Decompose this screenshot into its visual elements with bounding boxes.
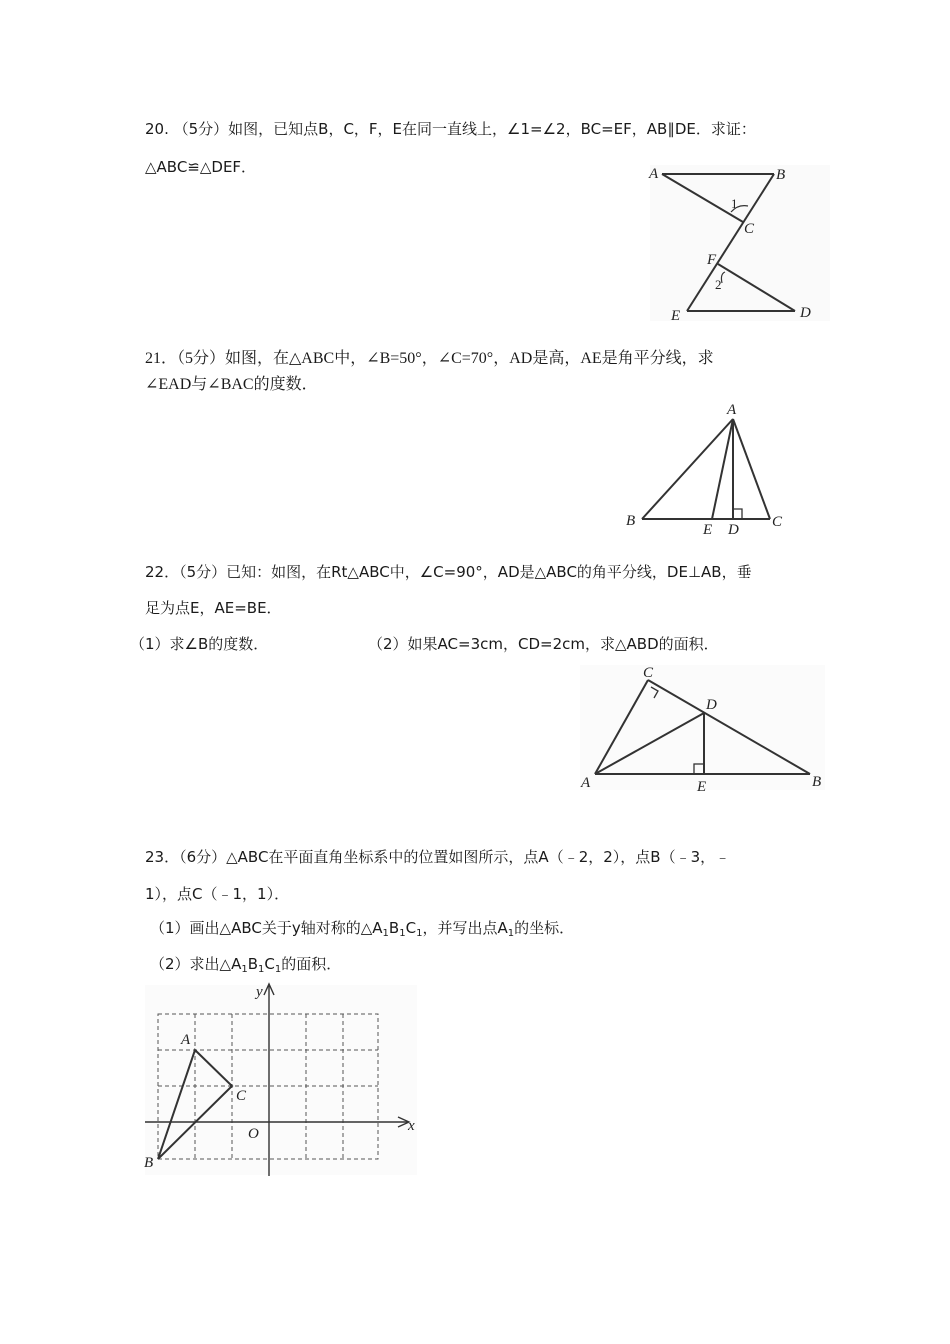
q20-figure <box>640 160 840 325</box>
q20-text-line2: △ABC≌△DEF． <box>145 158 257 176</box>
q20-label-angle2: 2 <box>715 277 722 292</box>
q22-part1: （1）求∠B的度数． <box>130 635 269 653</box>
q23-text-line1: 23．（6分）△ABC在平面直角坐标系中的位置如图所示，点A（﹣2，2），点B（﹣3，﹣ <box>145 848 731 866</box>
q23-label-o: O <box>248 1126 259 1142</box>
q20-label-angle1: 1 <box>731 196 738 211</box>
q23-label-c: C <box>236 1088 247 1104</box>
q22-label-b: B <box>812 774 822 790</box>
q20-label-f: F <box>707 252 717 268</box>
q21-segment-ac <box>733 419 770 519</box>
q21-label-d: D <box>728 522 739 538</box>
q21-text-line2: ∠EAD与∠BAC的度数． <box>145 376 318 393</box>
q22-label-d: D <box>706 697 717 713</box>
q21-label-c: C <box>772 514 783 530</box>
q20-label-a: A <box>649 166 659 182</box>
q20-label-c: C <box>744 221 755 237</box>
q22-figure-bg <box>580 665 825 790</box>
q23-figure <box>140 980 425 1180</box>
q21-label-a: A <box>727 402 737 418</box>
q22-label-a: A <box>581 775 591 791</box>
q22-text-line1: 22．（5分）已知：如图，在Rt△ABC中，∠C=90°，AD是△ABC的角平分线，DE⊥AB，垂 <box>145 563 752 581</box>
q23-label-a: A <box>181 1032 191 1048</box>
q20-label-d: D <box>800 305 811 321</box>
q21-right-angle-mark <box>733 509 742 519</box>
q21-label-e: E <box>703 522 713 538</box>
q23-label-y: y <box>256 984 263 1000</box>
q21-label-b: B <box>626 513 636 529</box>
q22-label-c: C <box>643 665 654 681</box>
q23-text-line2: 1），点C（﹣1，1）． <box>145 885 290 903</box>
q20-figure-bg <box>650 165 830 321</box>
q22-label-e: E <box>697 779 707 795</box>
q22-part2: （2）如果AC=3cm，CD=2cm，求△ABD的面积． <box>368 635 719 653</box>
q23-label-x: x <box>408 1118 415 1134</box>
q23-label-b: B <box>144 1155 154 1171</box>
q23-part1: （1）画出△ABC关于y轴对称的$\triangle A_1B_1C_1$，并写出点$A_1$的坐标． <box>150 919 575 939</box>
q22-figure <box>570 660 830 797</box>
q20-text-line1: 20. （5分）如图，已知点B，C，F，E在同一直线上，∠1=∠2，BC=EF，AB∥DE．求证： <box>145 120 756 138</box>
q20-label-e: E <box>671 308 681 324</box>
q20-label-b: B <box>776 167 786 183</box>
q23-part2: （2）求出$\triangle A_1B_1C_1$的面积． <box>150 955 342 975</box>
q21-figure <box>620 398 790 540</box>
q22-text-line2: 足为点E，AE=BE． <box>145 599 282 617</box>
q21-segment-ab <box>642 419 733 519</box>
q21-text-line1: 21．（5分）如图，在△ABC中，∠B=50°，∠C=70°，AD是高，AE是角平分线，求 <box>145 350 714 367</box>
q21-segment-ae <box>712 419 733 519</box>
